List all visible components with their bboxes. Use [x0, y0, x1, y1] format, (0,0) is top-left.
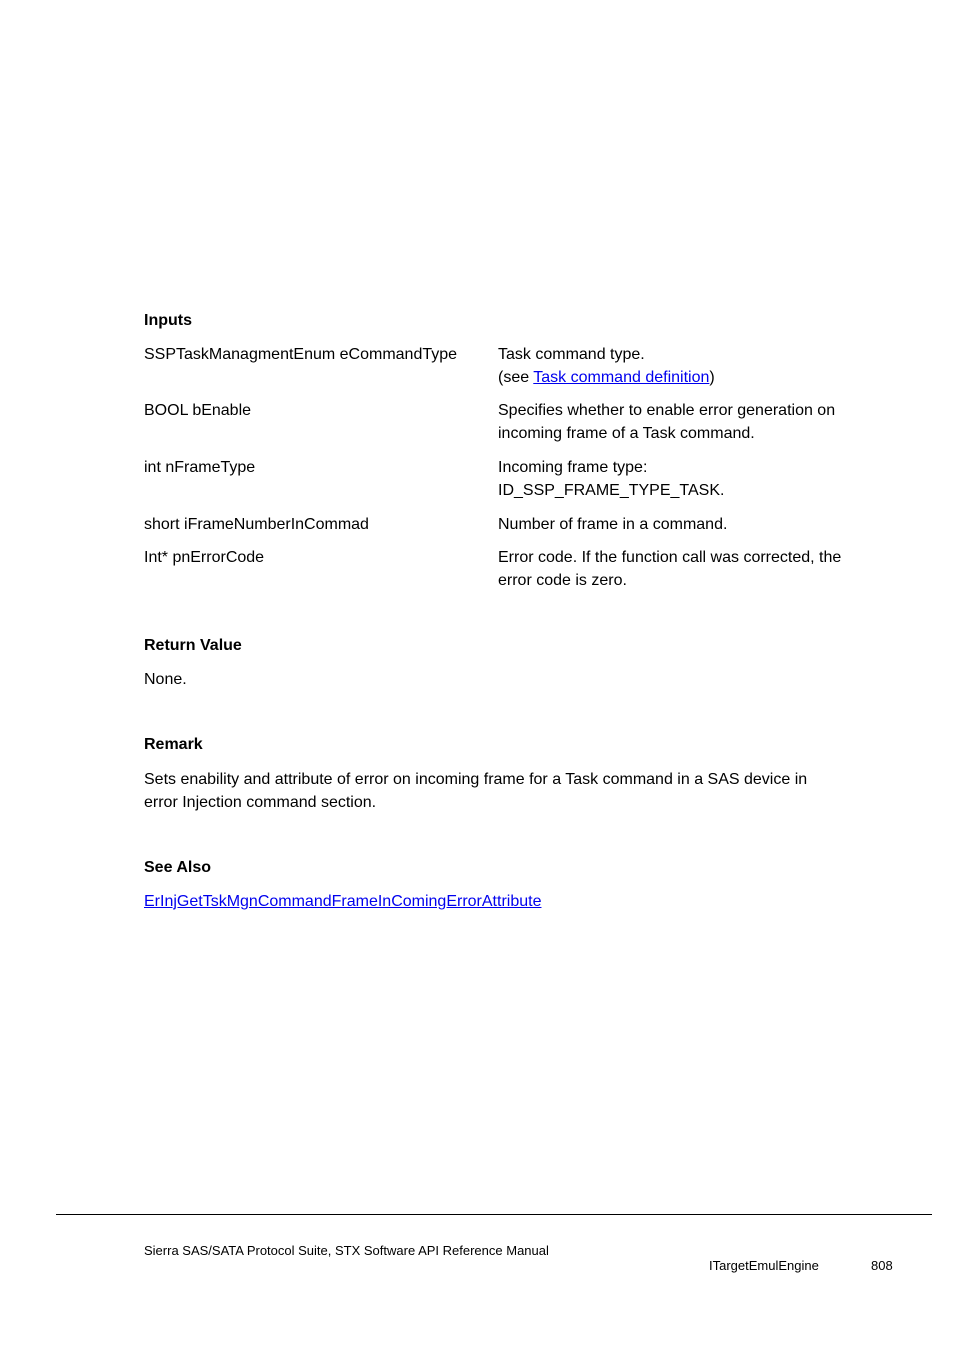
- param-desc-line: Number of frame in a command.: [498, 516, 728, 533]
- param-name: SSPTaskManagmentEnum eCommandType: [144, 346, 458, 363]
- param-desc-line: Error code. If the function call was corrected, the: [498, 549, 842, 566]
- return-value-heading: Return Value: [144, 637, 242, 654]
- remark-text: [144, 768, 889, 814]
- footer-section-name: ITargetEmulEngine: [709, 1258, 819, 1273]
- param-description: [498, 343, 888, 389]
- return-value-line: None.: [144, 671, 187, 688]
- see-also-heading: See Also: [144, 859, 211, 876]
- task-command-definition-link[interactable]: Task command definition: [533, 369, 710, 386]
- param-desc-line: incoming frame of a Task command.: [498, 425, 755, 442]
- param-desc-line: [498, 366, 888, 389]
- see-also-link[interactable]: ErInjGetTskMgnCommandFrameInComingErrorAttribute: [144, 893, 542, 910]
- param-desc-prefix: (see: [498, 369, 534, 386]
- param-name: Int* pnErrorCode: [144, 549, 265, 566]
- inputs-heading: Inputs: [144, 312, 192, 329]
- footer-divider: [56, 1214, 932, 1215]
- param-description: [498, 546, 888, 592]
- param-name: short iFrameNumberInCommad: [144, 516, 369, 533]
- remark-heading: Remark: [144, 736, 203, 753]
- param-description: [498, 399, 888, 445]
- return-value-text: [144, 668, 889, 691]
- param-name: int nFrameType: [144, 459, 256, 476]
- param-desc-suffix: ): [709, 369, 715, 386]
- remark-line: error Injection command section.: [144, 794, 377, 811]
- param-desc-line: Task command type.: [498, 346, 645, 363]
- footer-page-number: 808: [871, 1258, 893, 1273]
- remark-line: Sets enability and attribute of error on incoming frame for a Task command in a SAS device in: [144, 771, 808, 788]
- param-desc-line: Specifies whether to enable error generation on: [498, 402, 836, 419]
- param-description: [498, 513, 888, 536]
- param-name: BOOL bEnable: [144, 402, 252, 419]
- param-desc-line: ID_SSP_FRAME_TYPE_TASK.: [498, 482, 725, 499]
- see-also-links: [144, 890, 889, 913]
- param-desc-line: error code is zero.: [498, 572, 627, 589]
- param-desc-line: Incoming frame type:: [498, 459, 648, 476]
- footer-manual-title: Sierra SAS/SATA Protocol Suite, STX Software API Reference Manual: [144, 1243, 549, 1258]
- param-description: [498, 456, 888, 502]
